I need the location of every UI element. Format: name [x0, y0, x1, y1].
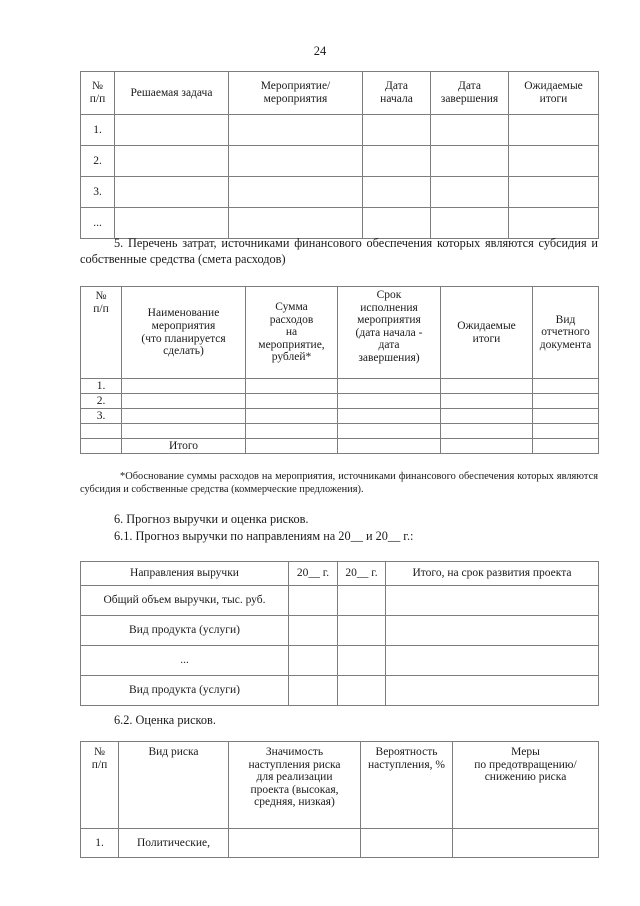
- paragraph-item-5: [80, 236, 598, 267]
- cell-total-document-type[interactable]: [533, 439, 599, 454]
- cell-end-date[interactable]: [431, 177, 509, 208]
- table-row: [81, 424, 599, 439]
- cell-year-1[interactable]: [289, 646, 338, 676]
- cell-end-date[interactable]: [431, 146, 509, 177]
- footnote-text: *Обоснование суммы расходов на мероприятия, источниками финансового обеспечения которых являются субсидия и собственные средства (коммерческие предложения).: [80, 471, 598, 495]
- cell-start-date[interactable]: [363, 177, 431, 208]
- page-number: 24: [313, 44, 327, 58]
- column-header-expected-results: Ожидаемые итоги: [441, 287, 533, 379]
- column-header-year-1: 20__ г.: [289, 562, 338, 586]
- cell-expected-results[interactable]: [509, 115, 599, 146]
- paragraph-item-6-2-text: 6.2. Оценка рисков.: [114, 713, 216, 727]
- column-header-year-2: 20__ г.: [338, 562, 386, 586]
- column-header-risk-measures: Меры по предотвращению/ снижению риска: [453, 742, 599, 829]
- cell-task[interactable]: [115, 146, 229, 177]
- cell-revenue-direction: Общий объем выручки, тыс. руб.: [81, 586, 289, 616]
- row-number: 2.: [81, 394, 122, 409]
- cell-expected-results[interactable]: [441, 409, 533, 424]
- cell-risk-significance[interactable]: [229, 829, 361, 858]
- row-number: 2.: [81, 146, 115, 177]
- cell-total-label: Итого: [122, 439, 246, 454]
- cell-document-type[interactable]: [533, 394, 599, 409]
- table-header-row: [81, 562, 599, 586]
- cell-total[interactable]: [386, 646, 599, 676]
- table-row-total: [81, 439, 599, 454]
- table-row: [81, 616, 599, 646]
- cell-year-2[interactable]: [338, 676, 386, 706]
- table-row: [81, 676, 599, 706]
- cell-risk-measures[interactable]: [453, 829, 599, 858]
- cell-term[interactable]: [338, 379, 441, 394]
- section-6-headings: [80, 511, 598, 544]
- paragraph-item-6: [80, 511, 598, 528]
- cell-expected-results[interactable]: [509, 177, 599, 208]
- table-header-row: [81, 742, 599, 829]
- costs-table: [80, 286, 599, 454]
- table-row: [81, 379, 599, 394]
- row-number: ...: [81, 208, 115, 239]
- column-header-number: № п/п: [81, 287, 122, 379]
- column-header-event: Мероприятие/ мероприятия: [229, 72, 363, 115]
- cell-start-date[interactable]: [363, 146, 431, 177]
- row-number: 1.: [81, 829, 119, 858]
- table-header-row: [81, 72, 599, 115]
- activities-table: [80, 71, 599, 239]
- cell-total-term[interactable]: [338, 439, 441, 454]
- cell-total-sum[interactable]: [246, 439, 338, 454]
- cell-task[interactable]: [115, 177, 229, 208]
- cell-event[interactable]: [229, 146, 363, 177]
- cell-event[interactable]: [229, 177, 363, 208]
- column-header-document-type: Вид отчетного документа: [533, 287, 599, 379]
- paragraph-item-5-text: 5. Перечень затрат, источниками финансового обеспечения которых являются субсидия и собственные средства (смета расходов): [80, 236, 598, 266]
- cell-revenue-direction: Вид продукта (услуги): [81, 676, 289, 706]
- column-header-number: № п/п: [81, 742, 119, 829]
- cell-event-name[interactable]: [122, 424, 246, 439]
- cell-event-name[interactable]: [122, 409, 246, 424]
- column-header-task: Решаемая задача: [115, 72, 229, 115]
- column-header-risk-kind: Вид риска: [119, 742, 229, 829]
- cell-revenue-direction: ...: [81, 646, 289, 676]
- risks-table: [80, 741, 599, 858]
- row-number: 1.: [81, 379, 122, 394]
- cell-total[interactable]: [386, 586, 599, 616]
- table-row: [81, 586, 599, 616]
- cell-event[interactable]: [229, 208, 363, 239]
- row-number: 1.: [81, 115, 115, 146]
- column-header-total-project-term: Итого, на срок развития проекта: [386, 562, 599, 586]
- cell-total[interactable]: [386, 676, 599, 706]
- cell-term[interactable]: [338, 424, 441, 439]
- table-row: [81, 115, 599, 146]
- cell-year-2[interactable]: [338, 616, 386, 646]
- table-row: [81, 829, 599, 858]
- column-header-cost-sum: Сумма расходов на мероприятие, рублей*: [246, 287, 338, 379]
- cell-total[interactable]: [386, 616, 599, 646]
- cell-year-1[interactable]: [289, 586, 338, 616]
- cell-document-type[interactable]: [533, 379, 599, 394]
- cell-cost-sum[interactable]: [246, 379, 338, 394]
- cell-year-2[interactable]: [338, 646, 386, 676]
- column-header-end-date: Дата завершения: [431, 72, 509, 115]
- cell-total-results[interactable]: [441, 439, 533, 454]
- cell-year-1[interactable]: [289, 676, 338, 706]
- cell-cost-sum[interactable]: [246, 424, 338, 439]
- row-number: 3.: [81, 409, 122, 424]
- row-number: [81, 439, 122, 454]
- cell-end-date[interactable]: [431, 115, 509, 146]
- cell-year-2[interactable]: [338, 586, 386, 616]
- cell-expected-results[interactable]: [441, 424, 533, 439]
- row-number: 3.: [81, 177, 115, 208]
- cell-risk-kind[interactable]: Политические,: [119, 829, 229, 858]
- table-row: [81, 146, 599, 177]
- cell-start-date[interactable]: [363, 208, 431, 239]
- column-header-term: Срок исполнения мероприятия (дата начала - дата завершения): [338, 287, 441, 379]
- cell-event[interactable]: [229, 115, 363, 146]
- cell-task[interactable]: [115, 115, 229, 146]
- column-header-risk-probability: Вероятность наступления, %: [361, 742, 453, 829]
- table-row: [81, 409, 599, 424]
- column-header-expected-results: Ожидаемые итоги: [509, 72, 599, 115]
- table-row: [81, 394, 599, 409]
- revenue-forecast-table: [80, 561, 599, 706]
- cell-risk-probability[interactable]: [361, 829, 453, 858]
- cell-document-type[interactable]: [533, 409, 599, 424]
- cell-revenue-direction: Вид продукта (услуги): [81, 616, 289, 646]
- table-row: [81, 177, 599, 208]
- column-header-risk-significance: Значимость наступления риска для реализации проекта (высокая, средняя, низкая): [229, 742, 361, 829]
- cell-expected-results[interactable]: [441, 379, 533, 394]
- cell-expected-results[interactable]: [441, 394, 533, 409]
- cell-expected-results[interactable]: [509, 208, 599, 239]
- cell-expected-results[interactable]: [509, 146, 599, 177]
- cell-document-type[interactable]: [533, 424, 599, 439]
- cell-task[interactable]: [115, 208, 229, 239]
- paragraph-item-6-1-text: 6.1. Прогноз выручки по направлениям на 20__ и 20__ г.:: [114, 528, 414, 543]
- cell-year-1[interactable]: [289, 616, 338, 646]
- paragraph-item-6-1: [80, 528, 598, 545]
- cell-cost-sum[interactable]: [246, 394, 338, 409]
- cell-term[interactable]: [338, 394, 441, 409]
- paragraph-item-6-text: 6. Прогноз выручки и оценка рисков.: [114, 512, 309, 526]
- table-header-row: [81, 287, 599, 379]
- row-number: [81, 424, 122, 439]
- table-row: [81, 646, 599, 676]
- column-header-number: № п/п: [81, 72, 115, 115]
- column-header-event-name: Наименование мероприятия (что планируется сделать): [122, 287, 246, 379]
- column-header-revenue-directions: Направления выручки: [81, 562, 289, 586]
- column-header-start-date: Дата начала: [363, 72, 431, 115]
- cell-cost-sum[interactable]: [246, 409, 338, 424]
- table-row: [81, 208, 599, 239]
- cell-event-name[interactable]: [122, 379, 246, 394]
- footnote-cost-justification: [80, 470, 598, 496]
- paragraph-item-6-2: [80, 712, 598, 729]
- cell-term[interactable]: [338, 409, 441, 424]
- cell-end-date[interactable]: [431, 208, 509, 239]
- cell-start-date[interactable]: [363, 115, 431, 146]
- cell-event-name[interactable]: [122, 394, 246, 409]
